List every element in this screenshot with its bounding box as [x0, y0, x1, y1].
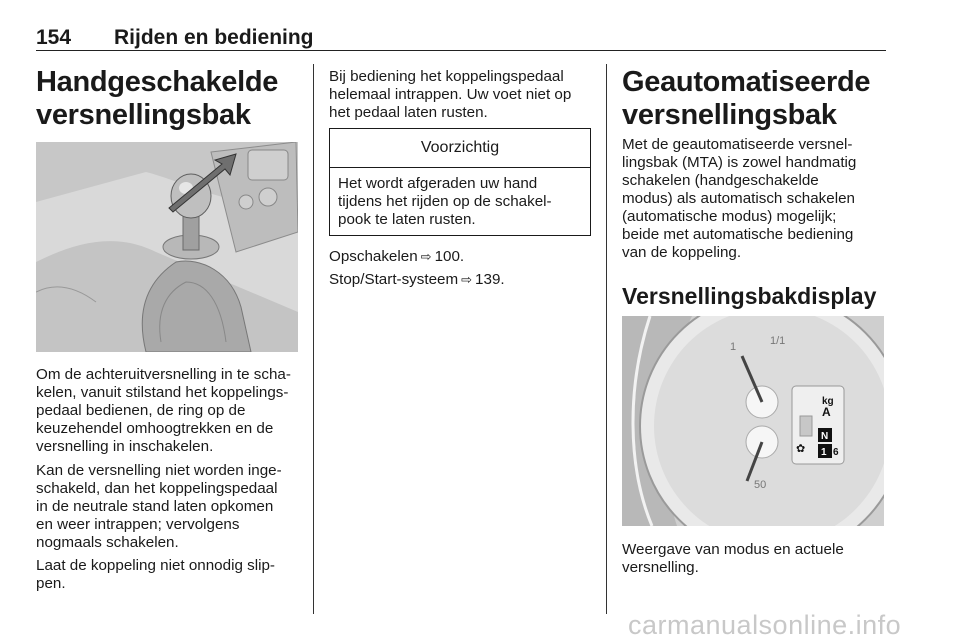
para-mta-description: Met de geautomatiseerde versnel- lingsbak (MTA) is zowel handmatig schakelen (handgeschakelde modus) als automatisch schakelen (automatische modus) mogelijk; beide met automatische bediening van de koppeling.: [622, 136, 857, 261]
instrument-cluster-illustration: [622, 316, 884, 526]
xref-stop-start: Stop/Start-systeem ⇨ 139.: [329, 271, 505, 288]
svg-text:1/1: 1/1: [770, 335, 786, 347]
xref-upshift: Opschakelen ⇨ 100.: [329, 248, 465, 265]
svg-text:50: 50: [754, 479, 767, 491]
para-clutch-pedal: Bij bediening het koppelingspedaal helemaal intrappen. Uw voet niet op het pedaal laten rusten.: [329, 68, 572, 121]
page-reference-icon: ⇨: [461, 272, 473, 287]
gear-indicator-b: 1: [821, 447, 827, 458]
gear-lever-figure: [36, 142, 298, 352]
page-number: 154: [36, 26, 72, 49]
heading-gearbox-display: Versnellingsbakdisplay: [622, 283, 877, 309]
heading-manual-gearbox: Handgeschakelde versnellingsbak: [36, 66, 279, 131]
chapter-title: Rijden en bediening: [114, 26, 314, 49]
caution-title: Voorzichtig: [330, 129, 590, 168]
figure-caption: Weergave van modus en actuele versnelling.: [622, 541, 844, 576]
gear-indicator-c: 6: [833, 447, 839, 458]
mode-indicator-letter: A: [822, 405, 831, 419]
para-clutch-slip: Laat de koppeling niet onnodig slip- pen.: [36, 557, 275, 592]
flower-icon: ✿: [796, 442, 806, 455]
watermark: carmanualsonline.info: [628, 610, 902, 640]
heading-automated-gearbox: Geautomatiseerde versnellingsbak: [622, 66, 871, 131]
xref-upshift-page[interactable]: 100.: [434, 248, 465, 265]
para-reverse-gear: Om de achteruitversnelling in te scha- kelen, vanuit stilstand het koppelings- pedaal bedienen, de ring op de keuzehendel omhoogtrekken en de versnelling in inschakelen.: [36, 366, 291, 455]
xref-stop-start-page[interactable]: 139.: [475, 271, 505, 288]
column-divider-right: [606, 64, 607, 614]
column-divider-left: [313, 64, 314, 614]
gearbox-display-figure: [622, 316, 884, 526]
para-gear-not-engaged: Kan de versnelling niet worden inge- schakeld, dan het koppelingspedaal in de neutrale stand laten opkomen en weer intrappen; vervolgens nogmaals schakelen.: [36, 462, 282, 551]
mode-indicator-top: kg: [822, 396, 834, 407]
page-reference-icon: ⇨: [420, 249, 432, 264]
caution-text: Het wordt afgeraden uw hand tijdens het rijden op de schakel- pook te laten rusten.: [338, 175, 552, 228]
gear-lever-illustration: [36, 142, 298, 352]
gear-indicator-a: N: [821, 431, 829, 442]
caution-box: [329, 128, 591, 236]
svg-text:1: 1: [730, 341, 737, 353]
page-header: [36, 24, 886, 51]
